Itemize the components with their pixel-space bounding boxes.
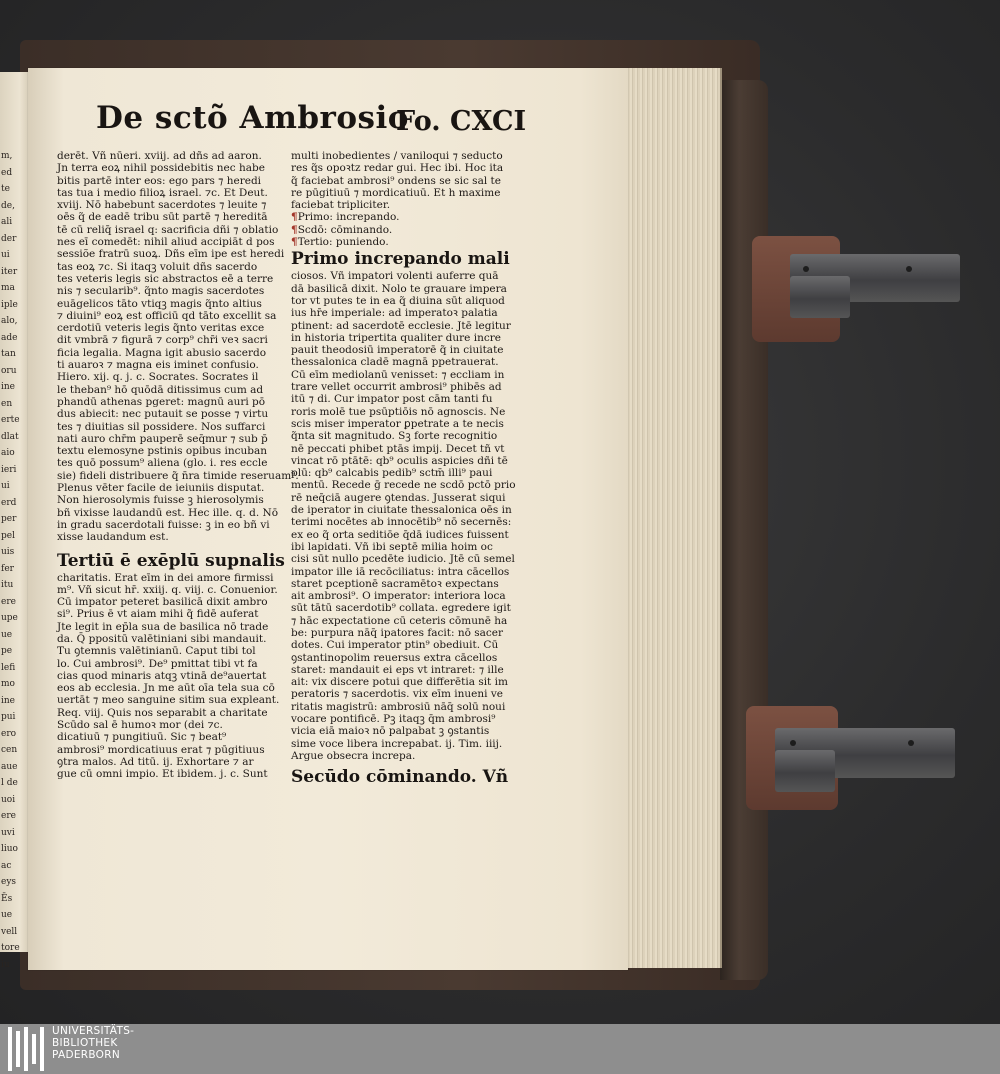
text-line: nes eī comedēt: nihil aliud accipiāt d pos: [57, 236, 275, 249]
left-page-fragment: tore: [1, 943, 20, 953]
text-line: xisse laudandum est.: [57, 531, 169, 544]
text-line: Cū impator peteret basilicā dixit ambro: [57, 596, 268, 609]
text-line: ex eo q̃ orta seditiōe q̄dā iudices fuissent: [291, 528, 509, 541]
left-page-fragment: ero: [1, 728, 17, 739]
left-page-fragment: dlat: [1, 431, 19, 442]
folio-number: Fo. CXCI: [396, 106, 527, 137]
rivet: [908, 740, 914, 746]
text-line: bitis partē inter eos: ego pars ⁊ heredi: [57, 174, 262, 187]
footer-bar: [0, 1024, 1000, 1074]
running-head: De sctõ Ambrosio: [96, 100, 409, 136]
text-line: tas tua i medio filioꝝ israel. ⁊c. Et Deut.: [57, 186, 268, 199]
left-page-fragment: ere: [1, 596, 16, 607]
text-line: ritatis magistrū: ambrosiū nāq̄ solū noui: [291, 700, 506, 713]
text-line: si⁹. Prius ē vt aiam mihi q̃ fidē auferat: [57, 608, 259, 621]
rubric-mark: ¶: [291, 223, 298, 236]
text-line: Argue obsecra increpa.: [291, 749, 416, 762]
list-item: [291, 236, 537, 248]
left-page-fragment: pel: [1, 530, 15, 541]
text-line: ⁊ diuini⁹ eoꝝ est officiū qd tāto excellit sa: [57, 309, 277, 322]
text-line: mentū. Recede ḡ recede ne scdō pctō prio: [291, 479, 516, 492]
text-line: be: purpura nāq̄ ipatores facit: nō sacer: [291, 626, 503, 639]
text-line: faciebat tripliciter.: [291, 199, 391, 212]
text-line: q̃nta sit magnitudo. Sꝫ forte recognitio: [291, 430, 498, 443]
list-item-text: Scdō: cōminando.: [297, 223, 393, 236]
text-line: Hiero. xij. q. j. c. Socrates. Socrates il: [57, 371, 259, 384]
text-column-right: [291, 150, 537, 788]
left-page-fragment: ue: [1, 629, 13, 640]
footer-line-1: UNIVERSITÄTS-: [52, 1025, 135, 1037]
text-line: bñ vixisse laudandū est. Hec ille. q. d. Nō: [57, 506, 279, 519]
text-line: le theban⁹ hō quōdā ditissimus cum ad: [57, 383, 264, 396]
text-line: nē peccati phibet ptās impij. Decet tñ vt: [291, 442, 505, 455]
text-line: dā basilicā dixit. Nolo te grauare impera: [291, 282, 507, 295]
text-line: tas eoꝝ ⁊c. Si itaqꝫ voluit dñs sacerdo: [57, 260, 258, 273]
left-page-fragment: te: [1, 184, 10, 194]
left-page-fragment: ui: [1, 481, 10, 491]
text-line: sūt tātū sacerdotib⁹ collata. egredere igit: [291, 602, 511, 615]
text-line: thessalonica cladē magnā ppetrauerat.: [291, 356, 499, 369]
left-page-fragment: cen: [1, 745, 18, 755]
text-line: ius hr̄e imperiale: ad imperatoꝛ palatia: [291, 307, 498, 320]
text-line: ambrosi⁹ mordicatiuus erat ⁊ pūgitiuus: [57, 743, 265, 756]
text-line: peratoris ⁊ sacerdotis. vix eīm inueni ve: [291, 688, 503, 701]
section-heading: Secūdo cōminando. Vñ: [291, 767, 509, 788]
left-page-fragment: uoi: [1, 794, 16, 805]
left-page-fragment: erte: [1, 415, 20, 425]
text-line: Non hierosolymis fuisse ꝫ hierosolymis: [57, 494, 264, 507]
text-line: tē cū reliq̄ israel q: sacrificia dñi ⁊ oblatio: [57, 223, 279, 236]
text-line: vocare pontificē. Pꝫ itaqꝫ q̄m ambrosi⁹: [291, 713, 496, 726]
left-page-fragment: iu: [1, 959, 10, 970]
left-page-fragment: upe: [1, 613, 18, 623]
left-page-fragment: eys: [1, 877, 17, 887]
text-line: re pūgitiuū ⁊ mordicatiuū. Et h maxime: [291, 186, 501, 199]
text-line: res q̃s opoꝛtz redar gui. Hec ibi. Hoc ita: [291, 162, 504, 175]
list-item: [291, 224, 537, 236]
left-page-fragment: l de: [1, 778, 18, 788]
section-heading: Primo increpando mali: [291, 249, 510, 270]
text-line: eos ab ecclesia. Jn me aūt oīa tela sua cō: [57, 682, 275, 695]
left-page-fragment: ma: [1, 283, 15, 293]
left-page-fragment: tan: [1, 349, 16, 359]
text-line: dicatiuū ⁊ pungitiuū. Sic ⁊ beat⁹: [57, 731, 227, 744]
text-line: dotes. Cui imperator ptin⁹ obediuit. Cū: [291, 639, 499, 652]
rivet: [790, 740, 796, 746]
list-item: [291, 211, 537, 223]
text-line: sime voce libera increpabat. ij. Tim. iiij.: [291, 737, 503, 750]
text-line: xviij. Nō habebunt sacerdotes ⁊ leuite ⁊: [57, 199, 267, 212]
text-line: tor vt putes te in ea q̃ diuina sūt aliquod: [291, 294, 505, 307]
left-page-fragment: ali: [1, 217, 13, 227]
text-line: sie) fideli distribuere q̃ n̄ra timide reseruam⁹.: [57, 469, 299, 482]
left-page-fragment: Ēs: [1, 893, 13, 904]
list-item-text: Primo: increpando.: [297, 211, 400, 224]
text-line: tes quō possum⁹ aliena (glo. i. res eccle: [57, 457, 268, 470]
text-line: vincat rō ptātē: qb⁹ oculis aspicies dñi tē: [291, 454, 508, 467]
rubric-mark: ¶: [291, 211, 298, 224]
left-page-fragment: ine: [1, 382, 16, 392]
text-line: ait: vix discere potui que differētia sit im: [291, 676, 508, 689]
left-page-fragment: ade: [1, 332, 18, 343]
left-page-fragment: per: [1, 514, 17, 524]
text-line: Req. viij. Quis nos separabit a charitate: [57, 706, 268, 719]
text-line: ꝯtra malos. Ad titū. ij. Exhortare ⁊ ar: [57, 755, 254, 768]
text-line: q̃ faciebat ambrosi⁹ ondens se sic sal te: [291, 174, 501, 187]
text-line: ficia legalia. Magna igit abusio sacerdo: [57, 346, 267, 359]
page-edges: [620, 68, 722, 968]
rubric-mark: ¶: [291, 236, 298, 249]
text-line: trare vellet occurrit ambrosi⁹ phibēs ad: [291, 381, 502, 394]
text-line: gue cū omni impio. Et ibidem. j. c. Sunt: [57, 768, 268, 781]
left-page-fragment: ui: [1, 250, 10, 260]
text-line: ait ambrosi⁹. O imperator: interiora loca: [291, 590, 506, 603]
upper-clasp-hinge: [790, 276, 850, 318]
text-line: roris molē tue psūptiōis nō agnoscis. Ne: [291, 405, 506, 418]
text-line: nati auro chr̄m pauperē seq̄mur ⁊ sub p̄: [57, 432, 268, 445]
text-line: Jn terra eoꝝ nihil possidebitis nec habe: [57, 162, 265, 175]
left-page-fragment: ue: [1, 910, 13, 920]
text-line: phandū athenas pgeret: magnū auri pō: [57, 395, 266, 408]
left-page-fragment: m,: [1, 151, 13, 161]
left-page-fragment: pe: [1, 646, 13, 656]
text-line: Jte legit in ep̄la sua de basilica nō trade: [57, 620, 269, 633]
text-line: ibi lapidati. Vñ ibi septē milia hoim oc: [291, 540, 493, 553]
left-page-fragment: alo,: [1, 316, 18, 326]
left-page-fragment: iter: [1, 266, 18, 277]
left-page-fragment: liuo: [1, 844, 18, 854]
left-page-fragment: aue: [1, 761, 18, 772]
text-line: oēs q̃ de eadē tribu sūt partē ⁊ hereditā: [57, 211, 268, 224]
text-line: derēt. Vñ nūeri. xviij. ad dñs ad aaron.: [57, 150, 262, 162]
lower-clasp-hinge: [775, 750, 835, 792]
left-page-fragment: itu: [1, 580, 14, 590]
text-line: multi inobedientes / vaniloqui ⁊ seducto: [291, 150, 503, 162]
left-page-fragment: ere: [1, 811, 16, 821]
text-line: cias quod minaris atqꝫ vtinā de⁹auertat: [57, 669, 267, 682]
text-line: in historia tripertita qualiter dure incre: [291, 331, 501, 344]
text-line: itū ⁊ di. Cur impator post cām tanti fu: [291, 393, 493, 406]
left-page-fragment: ieri: [1, 464, 17, 475]
text-line: ⁊ hāc expectatione cū ceteris cōmunē ha: [291, 614, 508, 627]
text-line: ti auaroꝛ ⁊ magna eis iminet confusio.: [57, 359, 259, 372]
text-line: tes ⁊ diuitias sil possidere. Nos suffarci: [57, 420, 266, 433]
text-line: dus abiecit: nec putauit se posse ⁊ virtu: [57, 408, 269, 421]
left-page-fragment: uis: [1, 547, 15, 557]
text-line: dit vmbrā ⁊ figurā ⁊ corp⁹ chr̄i veꝛ sacri: [57, 334, 268, 347]
left-page-fragment: ed: [1, 167, 13, 178]
left-page-fragment: mo: [1, 679, 15, 689]
text-line: uertāt ⁊ meo sanguine sitim sua expleant.: [57, 694, 280, 707]
text-line: in gradu sacerdotali fuisse: ꝫ in eo bñ vi: [57, 518, 270, 531]
left-page-fragment: lefi: [1, 662, 16, 673]
list-item-text: Tertio: puniendo.: [297, 236, 389, 249]
text-line: rē neq̄ciā augere ꝯtendas. Jusserat siqui: [291, 491, 506, 504]
text-line: ciosos. Vñ impatori volenti auferre quā: [291, 270, 499, 283]
text-line: lo. Cui ambrosi⁹. De⁹ pmittat tibi vt fa: [57, 657, 258, 670]
left-page-fragment: en: [1, 398, 13, 409]
book-cover-edge: [720, 80, 768, 980]
text-line: Scūdo sal ē humoꝛ mor (dei ⁊c.: [57, 719, 223, 732]
text-line: textu elemosyne pstinis opibus incuban: [57, 445, 268, 458]
text-line: sessiõe fratrū suoꝝ. Dñs eīm ipe est heredi: [57, 248, 285, 261]
left-page-fragment: erd: [1, 497, 17, 508]
text-line: Cū eīm mediolanū venisset: ⁊ eccliam in: [291, 368, 505, 381]
text-line: Plenus vēter facile de ieiuniis disputat.: [57, 482, 265, 495]
text-column-left: [57, 150, 299, 781]
text-line: da. Q̄ ppositū valētiniani sibi mandauit.: [57, 632, 267, 645]
footer-line-2: BIBLIOTHEK: [52, 1037, 118, 1049]
text-line: staret pceptionē sacramētoꝛ expectans: [291, 577, 499, 590]
text-line: m⁹. Vñ sicut hr̄. xxiij. q. viij. c. Conuenior.: [57, 583, 278, 596]
rivet: [906, 266, 912, 272]
left-page-fragment: aio: [1, 448, 15, 458]
text-line: pauit theodosiū imperatorē q̃ in ciuitate: [291, 344, 504, 357]
text-line: cisi sūt nullo pcedēte iudicio. Jtē cū semel: [291, 553, 515, 566]
left-page-sliver: [0, 72, 28, 970]
text-line: staret: mandauit ei eps vt intraret: ⁊ ille: [291, 663, 504, 676]
text-line: nis ⁊ secularib⁹. q̃nto magis sacerdotes: [57, 285, 265, 298]
text-line: tes veteris legis sic abstractos eē a terre: [57, 272, 274, 285]
left-page-fragment: fer: [1, 563, 14, 574]
text-line: plū: qb⁹ calcabis pedib⁹ sctm̄ illi⁹ paui: [291, 467, 493, 480]
text-line: ꝯstantinopolim reuersus extra cācellos: [291, 651, 498, 664]
left-page-fragment: vell: [1, 926, 18, 937]
left-page-fragment: uvi: [1, 827, 15, 838]
text-line: Tu ꝯtemnis valētinianū. Caput tibi tol: [57, 645, 256, 658]
footer-line-3: PADERBORN: [52, 1049, 120, 1061]
text-line: scis miser imperator ꝑpetrate a te necis: [291, 417, 504, 430]
text-line: euāgelicos tāto vtiqꝫ magis q̃nto altius: [57, 297, 262, 310]
left-page-fragment: der: [1, 233, 17, 244]
left-page-fragment: de,: [1, 200, 15, 211]
left-page-fragment: ac: [1, 860, 12, 871]
left-page-fragment: iple: [1, 299, 18, 310]
left-page-fragment: pui: [1, 712, 16, 722]
rivet: [803, 266, 809, 272]
library-logo-icon: [8, 1027, 46, 1071]
text-line: vicia eiā maioꝛ nō palpabat ꝫ ꝯstantis: [291, 725, 490, 738]
left-page-fragment: ine: [1, 695, 16, 706]
text-line: terimi nocētes ab innocētib⁹ nō secernēs:: [291, 516, 512, 529]
text-line: cerdotiū veteris legis q̃nto veritas exce: [57, 322, 265, 335]
left-page-fragment: oru: [1, 365, 17, 376]
text-line: ptinent: ad sacerdotē ecclesie. Jtē legitur: [291, 319, 511, 332]
text-line: impator ille iā recōciliatus: intra cācellos: [291, 565, 510, 578]
section-heading: Tertiū ē exēplū supnalis: [57, 550, 285, 571]
text-line: charitatis. Erat eīm in dei amore firmissi: [57, 571, 274, 584]
text-line: de iperator in ciuitate thessalonica oēs in: [291, 504, 512, 517]
